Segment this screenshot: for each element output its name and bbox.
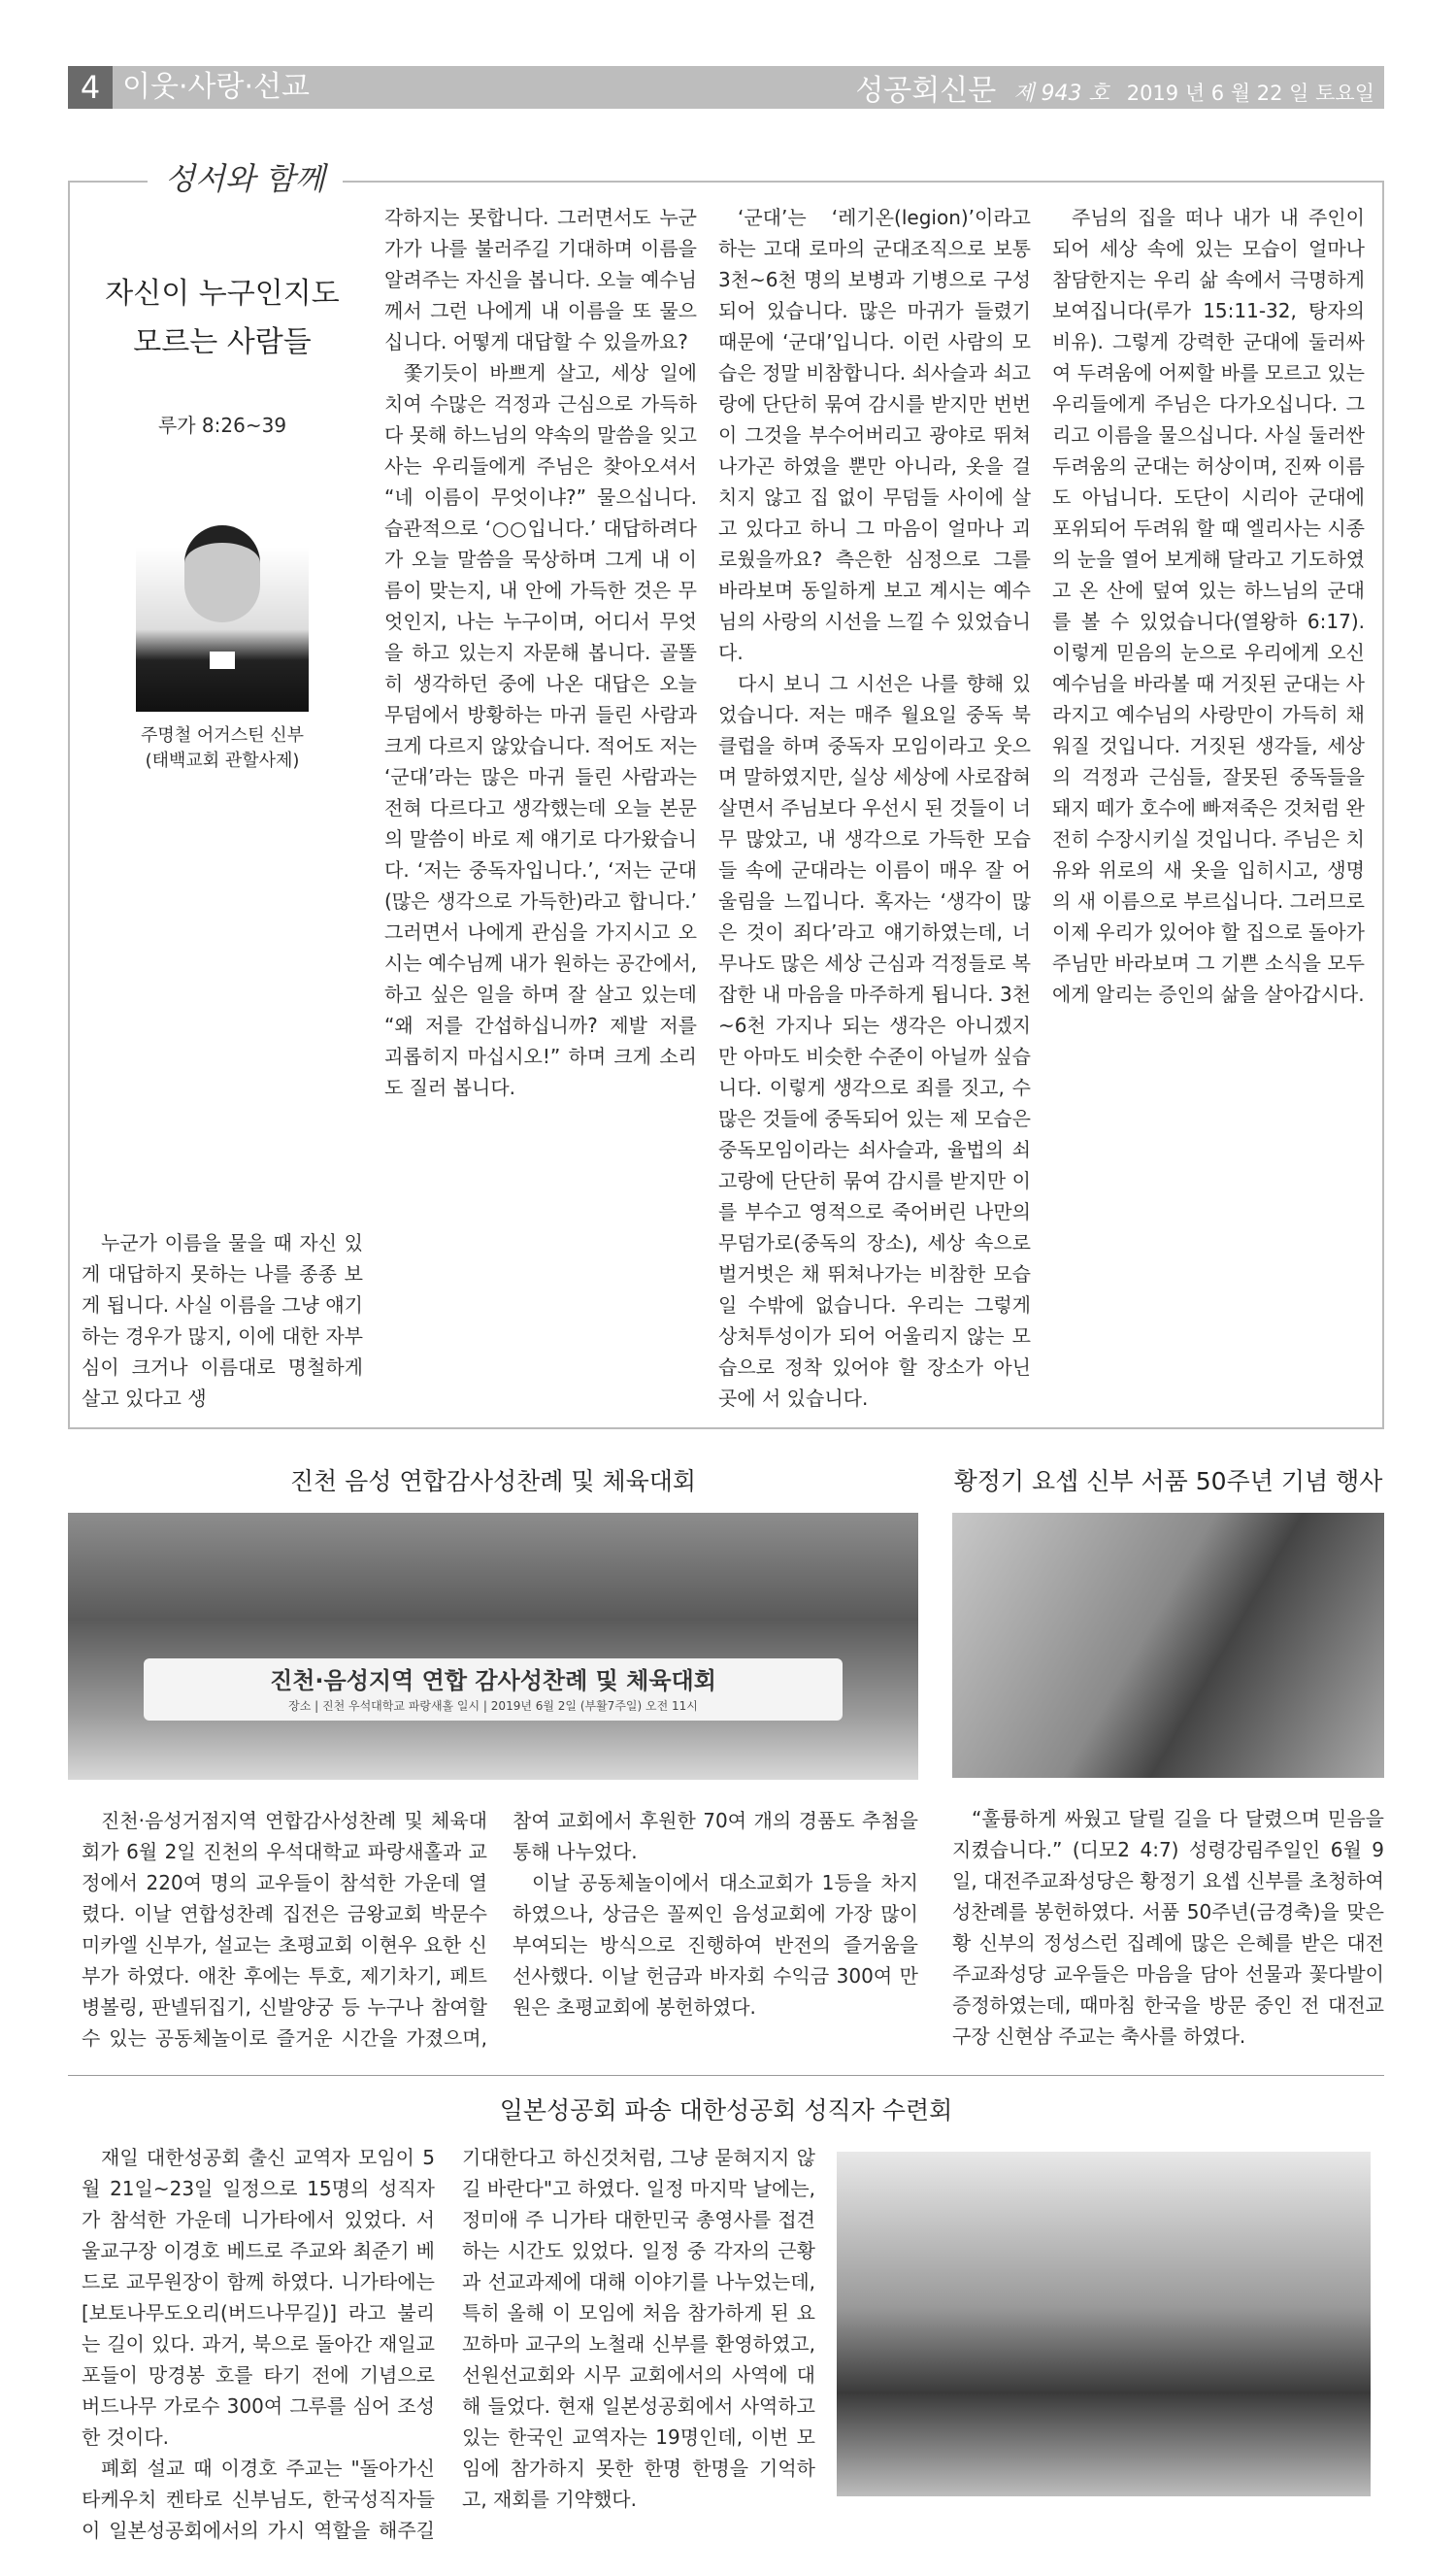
paragraph: 누군가 이름을 물을 때 자신 있게 대답하지 못하는 나를 종종 보게 됩니다. 사실 이름을 그냥 얘기하는 경우가 많지, 이에 대한 자부심이 크거나 이름대로 명철하게 살고 있다고 생 (82, 1231, 363, 1410)
essay-title-line: 자신이 누구인지도 (105, 277, 340, 311)
essay-left-column (82, 202, 363, 1414)
paragraph: “훌륭하게 싸웠고 달릴 길을 다 달렸으며 믿음을 지켰습니다.” (디모2 4:7) 성령강림주일인 6월 9일, 대전주교좌성당은 황정기 요셉 신부를 초청하여 성찬례를 봉헌하였다. 서품 50주년(금경축)을 맞은 황 신부의 정성스런 집례에 많은 은혜를 받은 대전주교좌성당 교우들은 마음을 담아 선물과 꽃다발이 증정하였는데, 때마침 한국을 방문 중인 전 대전교구장 신현삼 주교는 축사를 하였다. (952, 1807, 1384, 2048)
clergy-group-photo (837, 2152, 1371, 2496)
scripture-reference: 루가 8:26~39 (157, 414, 287, 437)
essay-title (105, 270, 339, 367)
paragraph: 쫓기듯이 바쁘게 살고, 세상 일에 치여 수많은 걱정과 근심으로 가득하다 못해 하느님의 약속의 말씀을 잊고 사는 우리들에게 주님은 찾아오셔서 “네 이름이 무엇이냐?” 물으십니다. 습관적으로 ‘○○입니다.’ 대답하려다가 오늘 말씀을 묵상하며 그게 내 이름이 맞는지, 내 안에 가득한 것은 무엇인지, 나는 누구이며, 어디서 무엇을 하고 있는지 자문해 봅니다. 골똘히 생각하던 중에 나온 대답은 오늘 무덤에서 방황하는 마귀 들린 사람과 크게 다르지 않았습니다. 적어도 저는 ‘군대’라는 많은 마귀 들린 사람과는 전혀 다르다고 생각했는데 오늘 본문의 말씀이 바로 제 얘기로 다가왔습니다. ‘저는 중독자입니다.’, ‘저는 군대(많은 생각으로 가득한)라고 합니다.’ 그러면서 나에게 관심을 가지시고 오시는 예수님께 내가 원하는 공간에서, 하고 싶은 일을 하며 잘 살고 있는데 “왜 저를 간섭하십니까? 제발 저를 괴롭히지 마십시오!” 하며 크게 소리도 질러 봅니다. (384, 361, 697, 1099)
issue-date: 2019 년 6 월 22 일 토요일 (1126, 82, 1374, 105)
author-photo (136, 506, 309, 712)
article3-body (952, 1803, 1384, 2052)
issue-number: 제 943 호 (1013, 82, 1109, 106)
author-name: 주명철 어거스틴 신부 (141, 725, 304, 746)
article2-body (68, 1805, 918, 2054)
paragraph: ‘군대’는 ‘레기온(legion)’이라고 하는 고대 로마의 군대조직으로 보통 3천~6천 명의 보병과 기병으로 구성되어 있습니다. 많은 마귀가 들렸기 때문에 ‘군대’입니다. 이런 사람의 모습은 정말 비참합니다. 쇠사슬과 쇠고랑에 단단히 묶여 감시를 받지만 번번이 그것을 부수어버리고 광야로 뛰쳐나가곤 하였을 뿐만 아니라, 옷을 걸치지 않고 집 없이 무덤들 사이에 살고 있다고 하니 그 마음이 얼마나 괴로웠을까요? 측은한 심정으로 그를 바라보며 동일하게 보고 계시는 예수님의 사랑의 시선을 느낄 수 있었습니다. (718, 206, 1031, 664)
paragraph: 이날 공동체놀이에서 대소교회가 1등을 차지하였으나, 상금은 꼴찌인 음성교회에 가장 많이 부여되는 방식으로 진행하여 반전의 즐거움을 선사했다. 이날 헌금과 바자회 수익금 300여 만 원은 초평교회에 봉헌하였다. (513, 1871, 918, 2019)
banner-title: 진천·음성지역 연합 감사성찬례 및 체육대회 (270, 1667, 716, 1694)
photo-banner (144, 1658, 843, 1721)
section-name: 이웃·사랑·선교 (122, 70, 310, 104)
author-role: (태백교회 관할사제) (145, 751, 300, 771)
paragraph: 폐회 설교 때 이경호 주교는 "돌아가신 타케우치 켄타로 신부님도, 한국성직자들이 일본성공회에서의 가시 역할을 해주길 기대한다고 하신것처럼, 그냥 묻혀지지 않길 바란다"고 하였다. 일정 마지막 날에는, 정미애 주 니가타 대한민국 총영사를 접견하는 시간도 있었다. 일정 중 각자의 근황과 선교과제에 대해 이야기를 나누었는데, 특히 올해 이 모임에 처음 참가하게 된 요꼬하마 교구의 노철래 신부를 환영하였고, 선원선교회와 시무 교회에서의 사역에 대해 들었다. 현재 일본성공회에서 사역하고 있는 한국인 교역자는 19명인데, 이번 모임에 참가하지 못한 한명 한명을 기억하고, 재회를 기약했다. (82, 2146, 815, 2542)
article2 (68, 1464, 918, 2054)
paragraph: 재일 대한성공회 출신 교역자 모임이 5월 21일~23일 일정으로 15명의 성직자가 참석한 가운데 니가타에서 있었다. 서울교구장 이경호 베드로 주교와 최준기 베드로 교무원장이 함께 하였다. 니가타에는 [보토나무도오리(버드나무길)] 라고 불리는 길이 있다. 과거, 북으로 돌아간 재일교포들이 망경봉 호를 타기 전에 기념으로 버드나무 가로수 300여 그루를 심어 조성한 것이다. (82, 2146, 435, 2449)
anniversary-photo (952, 1513, 1384, 1778)
paragraph: 각하지는 못합니다. 그러면서도 누군가가 나를 불러주길 기대하며 이름을 알려주는 자신을 봅니다. 오늘 예수님께서 그런 나에게 내 이름을 또 물으십니다. 어떻게 대답할 수 있을까요? (384, 206, 697, 353)
essay-title-line: 모르는 사람들 (133, 325, 312, 359)
essay-column-1 (82, 1188, 363, 1414)
article4-body (68, 2142, 815, 2546)
header-bar (68, 66, 1384, 109)
paper-name: 성공회신문 (855, 74, 997, 108)
article-title: 황정기 요셉 신부 서품 50주년 기념 행사 (953, 1467, 1383, 1495)
paragraph: 진천·음성거점지역 연합감사성찬례 및 체육대회가 6월 2일 진천의 우석대학교 파랑새홀과 교정에서 220여 명의 교우들이 참석한 가운데 열렸다. 이날 연합성찬례 집전은 금왕교회 박문수 미카엘 신부가, 설교는 초평교회 이현우 요한 신부가 하였다. 애찬 후에는 투호, 제기차기, 페트병볼링, 판넬뒤집기, 신발양궁 등 누구나 참여할 수 있는 공동체놀이로 즐거운 시간을 가졌으며, 참여 교회에서 후원한 70여 개의 경품도 추첨을 통해 나누었다. (82, 1809, 918, 2050)
essay-column-4 (1052, 202, 1365, 1414)
article3 (952, 1464, 1384, 2054)
event-group-photo (68, 1513, 918, 1780)
essay-column-3 (718, 202, 1031, 1414)
essay-box (68, 160, 1384, 1429)
paragraph: 다시 보니 그 시선은 나를 향해 있었습니다. 저는 매주 월요일 중독 북클럽을 하며 중독자 모임이라고 웃으며 말하였지만, 실상 세상에 사로잡혀 살면서 주님보다 우선시 된 것들이 너무 많았고, 내 생각으로 가득한 모습들 속에 군대라는 이름이 매우 잘 어울림을 느낍니다. 혹자는 ‘생각이 많은 것이 죄다’라고 얘기하였는데, 너무나도 많은 세상 근심과 걱정들로 복잡한 내 마음을 마주하게 됩니다. 3천~6천 가지나 되는 생각은 아니겠지만 아마도 비슷한 수준이 아닐까 싶습니다. 이렇게 생각으로 죄를 짓고, 수많은 것들에 중독되어 있는 제 모습은 중독모임이라는 쇠사슬과, 율법의 쇠고랑에 단단히 묶여 감시를 받지만 이를 부수고 영적으로 죽어버린 나만의 무덤가로(중독의 장소), 세상 속으로 벌거벗은 채 뛰쳐나가는 비참한 모습일 수밖에 없습니다. 우리는 그렇게 상처투성이가 되어 어울리지 않는 모습으로 정착 있어야 할 장소가 아닌 곳에 서 있습니다. (718, 672, 1031, 1410)
essay-column-2 (384, 202, 697, 1414)
news-row (68, 1464, 1384, 2054)
divider (68, 2075, 1384, 2076)
page-number: 4 (68, 66, 113, 109)
banner-subtitle: 장소 | 진천 우석대학교 파랑새홀 일시 | 2019년 6월 2일 (부활7주일) 오전 11시 (288, 1699, 698, 1713)
column-name: 성서와 함께 (148, 157, 343, 200)
article4 (68, 2093, 1384, 2546)
masthead (855, 66, 1374, 109)
article-title: 진천 음성 연합감사성찬례 및 체육대회 (289, 1467, 697, 1495)
article-title: 일본성공회 파송 대한성공회 성직자 수련회 (499, 2096, 953, 2124)
article4-row (68, 2142, 1384, 2546)
paragraph: 주님의 집을 떠나 내가 내 주인이 되어 세상 속에 있는 모습이 얼마나 참담한지는 우리 삶 속에서 극명하게 보여집니다(루가 15:11-32, 탕자의 비유). 그렇게 강력한 군대에 둘러싸여 두려움에 어찌할 바를 모르고 있는 우리들에게 주님은 다가오십니다. 그리고 이름을 물으십니다. 사실 둘러싼 두려움의 군대는 허상이며, 진짜 이름도 아닙니다. 도단이 시리아 군대에 포위되어 두려워 할 때 엘리사는 시종의 눈을 열어 보게해 달라고 기도하였고 온 산에 덮여 있는 하느님의 군대를 볼 수 있었습니다(열왕하 6:17). 이렇게 믿음의 눈으로 우리에게 오신 예수님을 바라볼 때 거짓된 군대는 사라지고 예수님의 사랑만이 가득히 채워질 것입니다. 거짓된 생각들, 세상의 걱정과 근심들, 잘못된 중독들을 돼지 떼가 호수에 빠져죽은 것처럼 완전히 수장시키실 것입니다. 주님은 치유와 위로의 새 옷을 입히시고, 생명의 새 이름으로 부르십니다. 그러므로 이제 우리가 있어야 할 집으로 돌아가 주님만 바라보며 그 기쁜 소식을 모두에게 알리는 증인의 삶을 살아갑시다. (1052, 206, 1365, 1006)
